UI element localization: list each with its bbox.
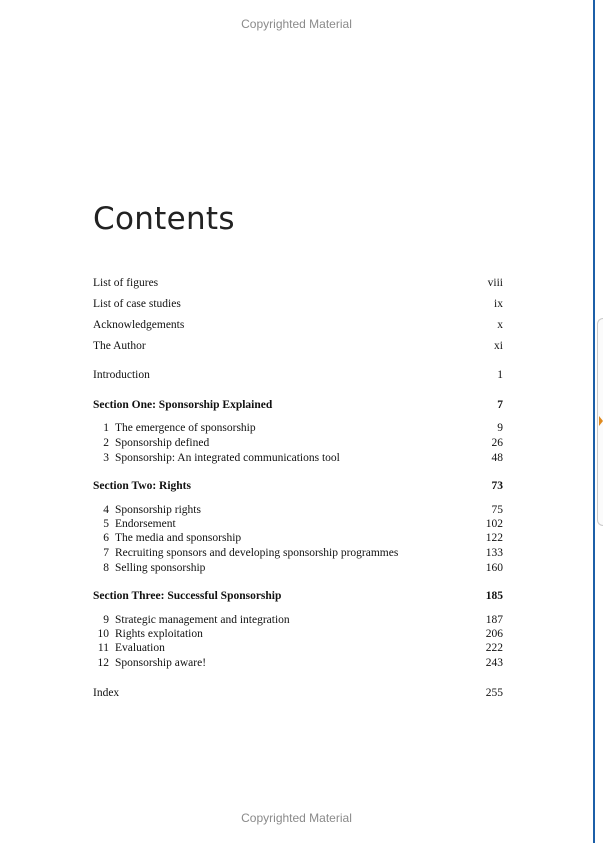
toc-chapter-page: 243: [485, 657, 503, 669]
toc-chapter-label: [93, 641, 165, 655]
toc-chapter-label: [93, 451, 340, 465]
toc-chapter-title: Rights exploitation: [115, 628, 203, 640]
toc-section-label: Section One: Sponsorship Explained: [93, 399, 273, 411]
toc-chapter-label: [93, 517, 176, 531]
toc-section-page: 7: [497, 399, 503, 411]
copyright-header: Copyrighted Material: [241, 17, 352, 31]
toc-chapter-page: 122: [485, 532, 503, 544]
toc-chapter-page: 160: [485, 562, 503, 574]
toc-chapter-page: 187: [485, 614, 503, 626]
toc-chapter-number: 7: [103, 547, 109, 559]
toc-entry-label: Introduction: [93, 369, 150, 381]
toc-chapter-page: 75: [491, 504, 503, 516]
toc-chapter-number: 6: [103, 532, 109, 544]
toc-chapter-label: [93, 436, 209, 450]
toc-chapter-title: Sponsorship defined: [115, 437, 210, 449]
toc-entry-list-of-case-studies[interactable]: [93, 297, 503, 311]
expand-arrow-icon[interactable]: [599, 416, 603, 426]
toc-entry-page: 255: [485, 687, 503, 699]
toc-chapter-6[interactable]: [93, 531, 503, 545]
toc-entry-label: The Author: [93, 340, 146, 352]
toc-entry-page: viii: [487, 277, 503, 289]
toc-chapter-1[interactable]: [93, 421, 503, 435]
toc-chapter-5[interactable]: [93, 517, 503, 531]
toc-chapter-label: [93, 546, 398, 560]
toc-chapter-8[interactable]: [93, 561, 503, 575]
toc-chapter-title: Sponsorship rights: [115, 504, 201, 516]
toc-entry-page: xi: [494, 340, 503, 352]
toc-chapter-number: 2: [103, 437, 109, 449]
toc-entry-page: 1: [497, 369, 503, 381]
toc-entry-index[interactable]: [93, 686, 503, 700]
toc-chapter-title: Sponsorship aware!: [115, 657, 207, 669]
toc-entry-list-of-figures[interactable]: [93, 276, 503, 290]
toc-chapter-label: [93, 531, 241, 545]
toc-section-page: 73: [491, 480, 503, 492]
toc-section-two[interactable]: [93, 479, 503, 493]
toc-chapter-number: 3: [103, 452, 109, 464]
toc-chapter-label: [93, 656, 206, 670]
toc-chapter-label: [93, 503, 201, 517]
toc-chapter-title: The media and sponsorship: [115, 532, 242, 544]
toc-section-label: Section Three: Successful Sponsorship: [93, 590, 282, 602]
toc-chapter-number: 12: [97, 657, 109, 669]
toc-chapter-number: 10: [97, 628, 109, 640]
toc-chapter-label: [93, 561, 205, 575]
toc-entry-page: ix: [494, 298, 503, 310]
toc-chapter-number: 8: [103, 562, 109, 574]
toc-chapter-label: [93, 613, 290, 627]
toc-chapter-title: The emergence of sponsorship: [115, 422, 256, 434]
toc-chapter-number: 9: [103, 614, 109, 626]
toc-chapter-page: 48: [491, 452, 503, 464]
toc-chapter-number: 11: [97, 642, 109, 654]
toc-chapter-page: 9: [497, 422, 503, 434]
toc-entry-label: Acknowledgements: [93, 319, 185, 331]
toc-chapter-9[interactable]: [93, 613, 503, 627]
toc-section-label: Section Two: Rights: [93, 480, 191, 492]
toc-chapter-4[interactable]: [93, 503, 503, 517]
toc-chapter-number: 4: [103, 504, 109, 516]
toc-chapter-page: 206: [485, 628, 503, 640]
toc-chapter-title: Evaluation: [115, 642, 165, 654]
toc-chapter-7[interactable]: [93, 546, 503, 560]
toc-chapter-page: 102: [485, 518, 503, 530]
toc-chapter-2[interactable]: [93, 436, 503, 450]
toc-entry-page: x: [497, 319, 503, 331]
toc-chapter-page: 222: [485, 642, 503, 654]
toc-chapter-3[interactable]: [93, 451, 503, 465]
toc-entry-label: List of figures: [93, 277, 159, 289]
toc-entry-acknowledgements[interactable]: [93, 318, 503, 332]
toc-chapter-12[interactable]: [93, 656, 503, 670]
toc-section-page: 185: [485, 590, 503, 602]
toc-entry-introduction[interactable]: [93, 368, 503, 382]
page-title: Contents: [93, 201, 235, 237]
toc-chapter-page: 133: [485, 547, 503, 559]
toc-section-three[interactable]: [93, 589, 503, 603]
toc-chapter-title: Sponsorship: An integrated communications tool: [115, 452, 340, 464]
toc-chapter-10[interactable]: [93, 627, 503, 641]
toc-chapter-number: 5: [103, 518, 109, 530]
toc-chapter-title: Recruiting sponsors and developing sponsorship programmes: [115, 547, 399, 559]
viewer-side-panel: [593, 0, 603, 843]
toc-entry-the-author[interactable]: [93, 339, 503, 353]
toc-chapter-title: Strategic management and integration: [115, 614, 290, 626]
toc-chapter-number: 1: [103, 422, 109, 434]
toc-chapter-11[interactable]: [93, 641, 503, 655]
toc-chapter-label: [93, 627, 203, 641]
toc-chapter-label: [93, 421, 256, 435]
toc-section-one[interactable]: [93, 398, 503, 412]
toc-entry-label: Index: [93, 687, 120, 699]
toc-chapter-title: Selling sponsorship: [115, 562, 206, 574]
copyright-footer: Copyrighted Material: [241, 811, 352, 825]
toc-entry-label: List of case studies: [93, 298, 181, 310]
toc-chapter-title: Endorsement: [115, 518, 176, 530]
toc-chapter-page: 26: [491, 437, 503, 449]
